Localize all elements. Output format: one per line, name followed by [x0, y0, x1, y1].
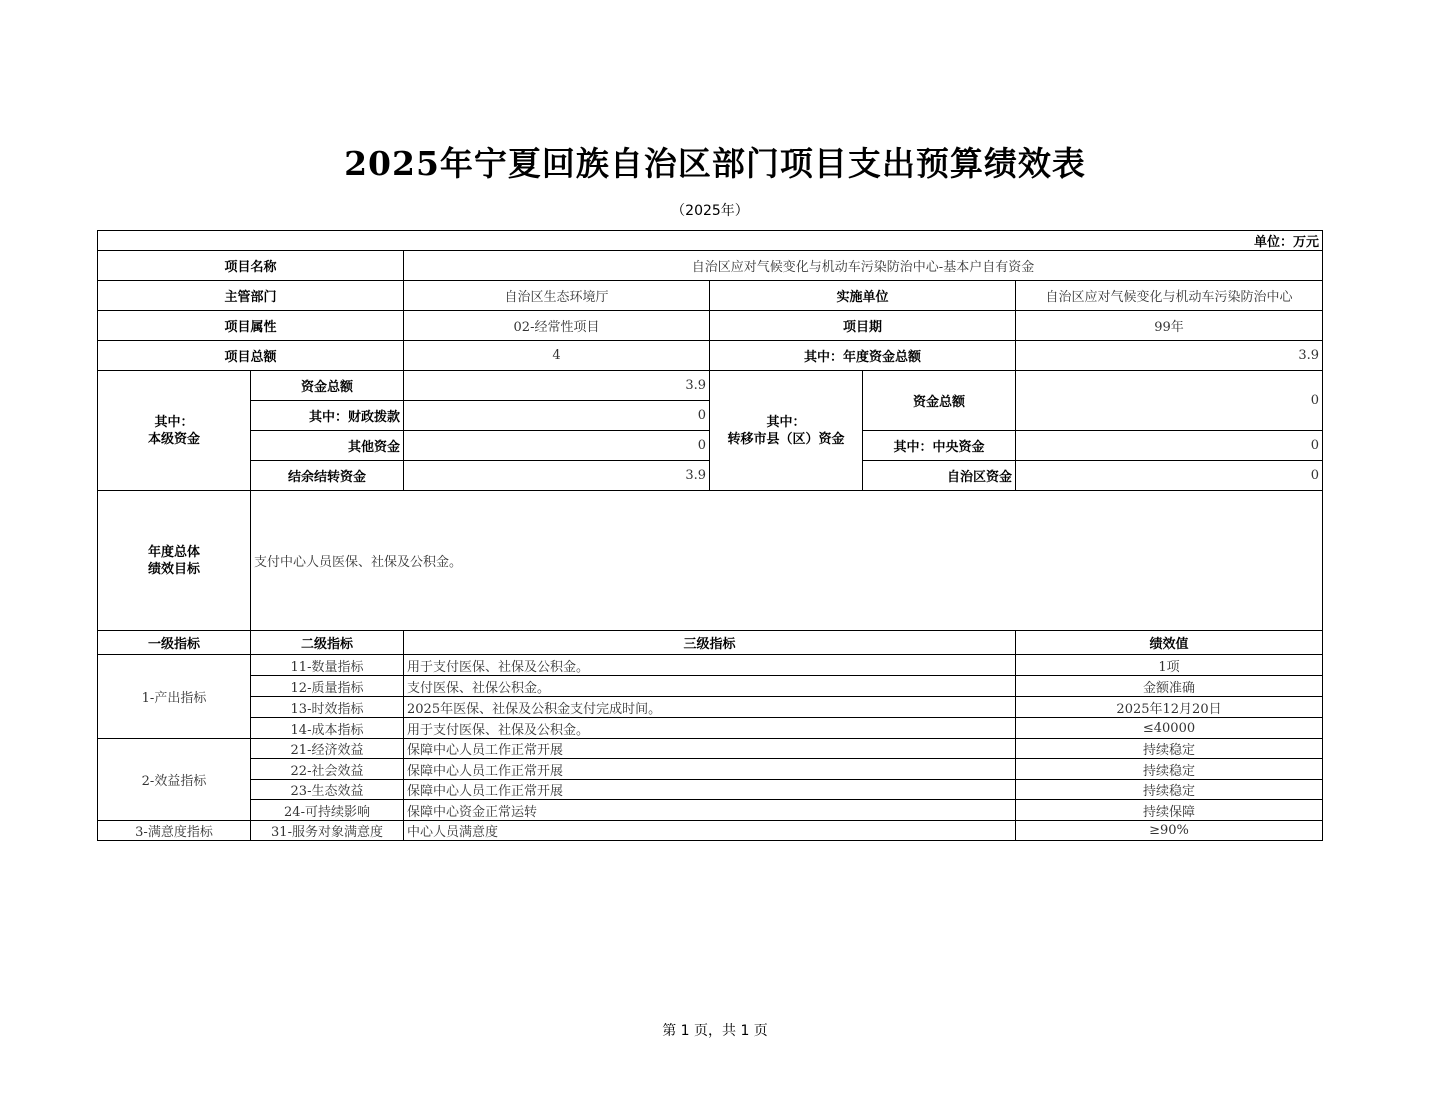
level2-indicator: 12-质量指标: [251, 676, 404, 697]
unit-label: 单位：万元: [98, 231, 1323, 251]
local-fund-label: 其他资金: [251, 431, 404, 461]
total-value: 4: [404, 341, 710, 371]
level3-indicator: 保障中心资金正常运转: [404, 800, 1016, 821]
local-fund-label: 资金总额: [251, 371, 404, 401]
goal-text: 支付中心人员医保、社保及公积金。: [251, 491, 1323, 631]
local-fund-value: 3.9: [404, 371, 710, 401]
indicator-value: 持续保障: [1016, 800, 1323, 821]
local-fund-value: 0: [404, 431, 710, 461]
indicator-value: 持续稳定: [1016, 780, 1323, 800]
local-funds-group: [98, 371, 251, 491]
local-fund-value: 3.9: [404, 461, 710, 491]
indicator-value: 2025年12月20日: [1016, 697, 1323, 718]
level2-indicator: 11-数量指标: [251, 655, 404, 676]
level2-indicator: 24-可持续影响: [251, 800, 404, 821]
performance-table: [97, 230, 1323, 841]
local-fund-value: 0: [404, 401, 710, 431]
period-label: 项目期: [710, 311, 1016, 341]
indicator-header: 绩效值: [1016, 631, 1323, 655]
level2-indicator: 22-社会效益: [251, 759, 404, 780]
level2-indicator: 31-服务对象满意度: [251, 821, 404, 841]
period-value: 99年: [1016, 311, 1323, 341]
transfer-fund-label: 其中：中央资金: [863, 431, 1016, 461]
indicator-value: 金额准确: [1016, 676, 1323, 697]
page-title: 2025年宁夏回族自治区部门项目支出预算绩效表: [344, 144, 1086, 183]
local-fund-label: 结余结转资金: [251, 461, 404, 491]
indicator-value: 1项: [1016, 655, 1323, 676]
indicator-header: 一级指标: [98, 631, 251, 655]
project-name-value: 自治区应对气候变化与机动车污染防治中心-基本户自有资金: [404, 251, 1323, 281]
level3-indicator: 用于支付医保、社保及公积金。: [404, 718, 1016, 739]
indicator-value: ≤40000: [1016, 718, 1323, 739]
transfer-fund-label: 资金总额: [863, 371, 1016, 431]
level2-indicator: 13-时效指标: [251, 697, 404, 718]
transfer-fund-value: 0: [1016, 461, 1323, 491]
total-label: 项目总额: [98, 341, 404, 371]
local-fund-label: 其中：财政拨款: [251, 401, 404, 431]
transfer-funds-group: [710, 371, 863, 491]
level2-indicator: 21-经济效益: [251, 739, 404, 759]
local-funds-label-1: 其中：: [154, 414, 194, 430]
transfer-funds-label-2: 转移市县（区）资金: [727, 431, 845, 447]
level3-indicator: 用于支付医保、社保及公积金。: [404, 655, 1016, 676]
level3-indicator: 支付医保、社保公积金。: [404, 676, 1016, 697]
level2-indicator: 23-生态效益: [251, 780, 404, 800]
indicator-header: 三级指标: [404, 631, 1016, 655]
attr-label: 项目属性: [98, 311, 404, 341]
goal-label: [98, 491, 251, 631]
transfer-funds-label-1: 其中：: [766, 414, 806, 430]
annual-label: 其中：年度资金总额: [710, 341, 1016, 371]
local-funds-label-2: 本级资金: [147, 431, 200, 447]
indicator-value: 持续稳定: [1016, 759, 1323, 780]
indicator-value: 持续稳定: [1016, 739, 1323, 759]
level1-indicator: 2-效益指标: [98, 739, 251, 821]
dept-value: 自治区生态环境厅: [404, 281, 710, 311]
level2-indicator: 14-成本指标: [251, 718, 404, 739]
indicator-value: ≥90%: [1016, 821, 1323, 841]
dept-label: 主管部门: [98, 281, 404, 311]
impl-label: 实施单位: [710, 281, 1016, 311]
page-footer: 第 1 页，共 1 页: [662, 1023, 768, 1039]
impl-value: 自治区应对气候变化与机动车污染防治中心: [1016, 281, 1323, 311]
page-subtitle: （2025年）: [671, 203, 749, 219]
level3-indicator: 保障中心人员工作正常开展: [404, 780, 1016, 800]
project-name-label: 项目名称: [98, 251, 404, 281]
level1-indicator: 3-满意度指标: [98, 821, 251, 841]
goal-label-1: 年度总体: [147, 544, 200, 560]
transfer-fund-value: 0: [1016, 431, 1323, 461]
transfer-fund-label: 自治区资金: [863, 461, 1016, 491]
attr-value: 02-经常性项目: [404, 311, 710, 341]
level1-indicator: 1-产出指标: [98, 655, 251, 739]
indicator-header: 二级指标: [251, 631, 404, 655]
level3-indicator: 中心人员满意度: [404, 821, 1016, 841]
annual-value: 3.9: [1016, 341, 1323, 371]
level3-indicator: 保障中心人员工作正常开展: [404, 759, 1016, 780]
transfer-fund-value: 0: [1016, 371, 1323, 431]
level3-indicator: 2025年医保、社保及公积金支付完成时间。: [404, 697, 1016, 718]
level3-indicator: 保障中心人员工作正常开展: [404, 739, 1016, 759]
goal-label-2: 绩效目标: [147, 561, 200, 577]
